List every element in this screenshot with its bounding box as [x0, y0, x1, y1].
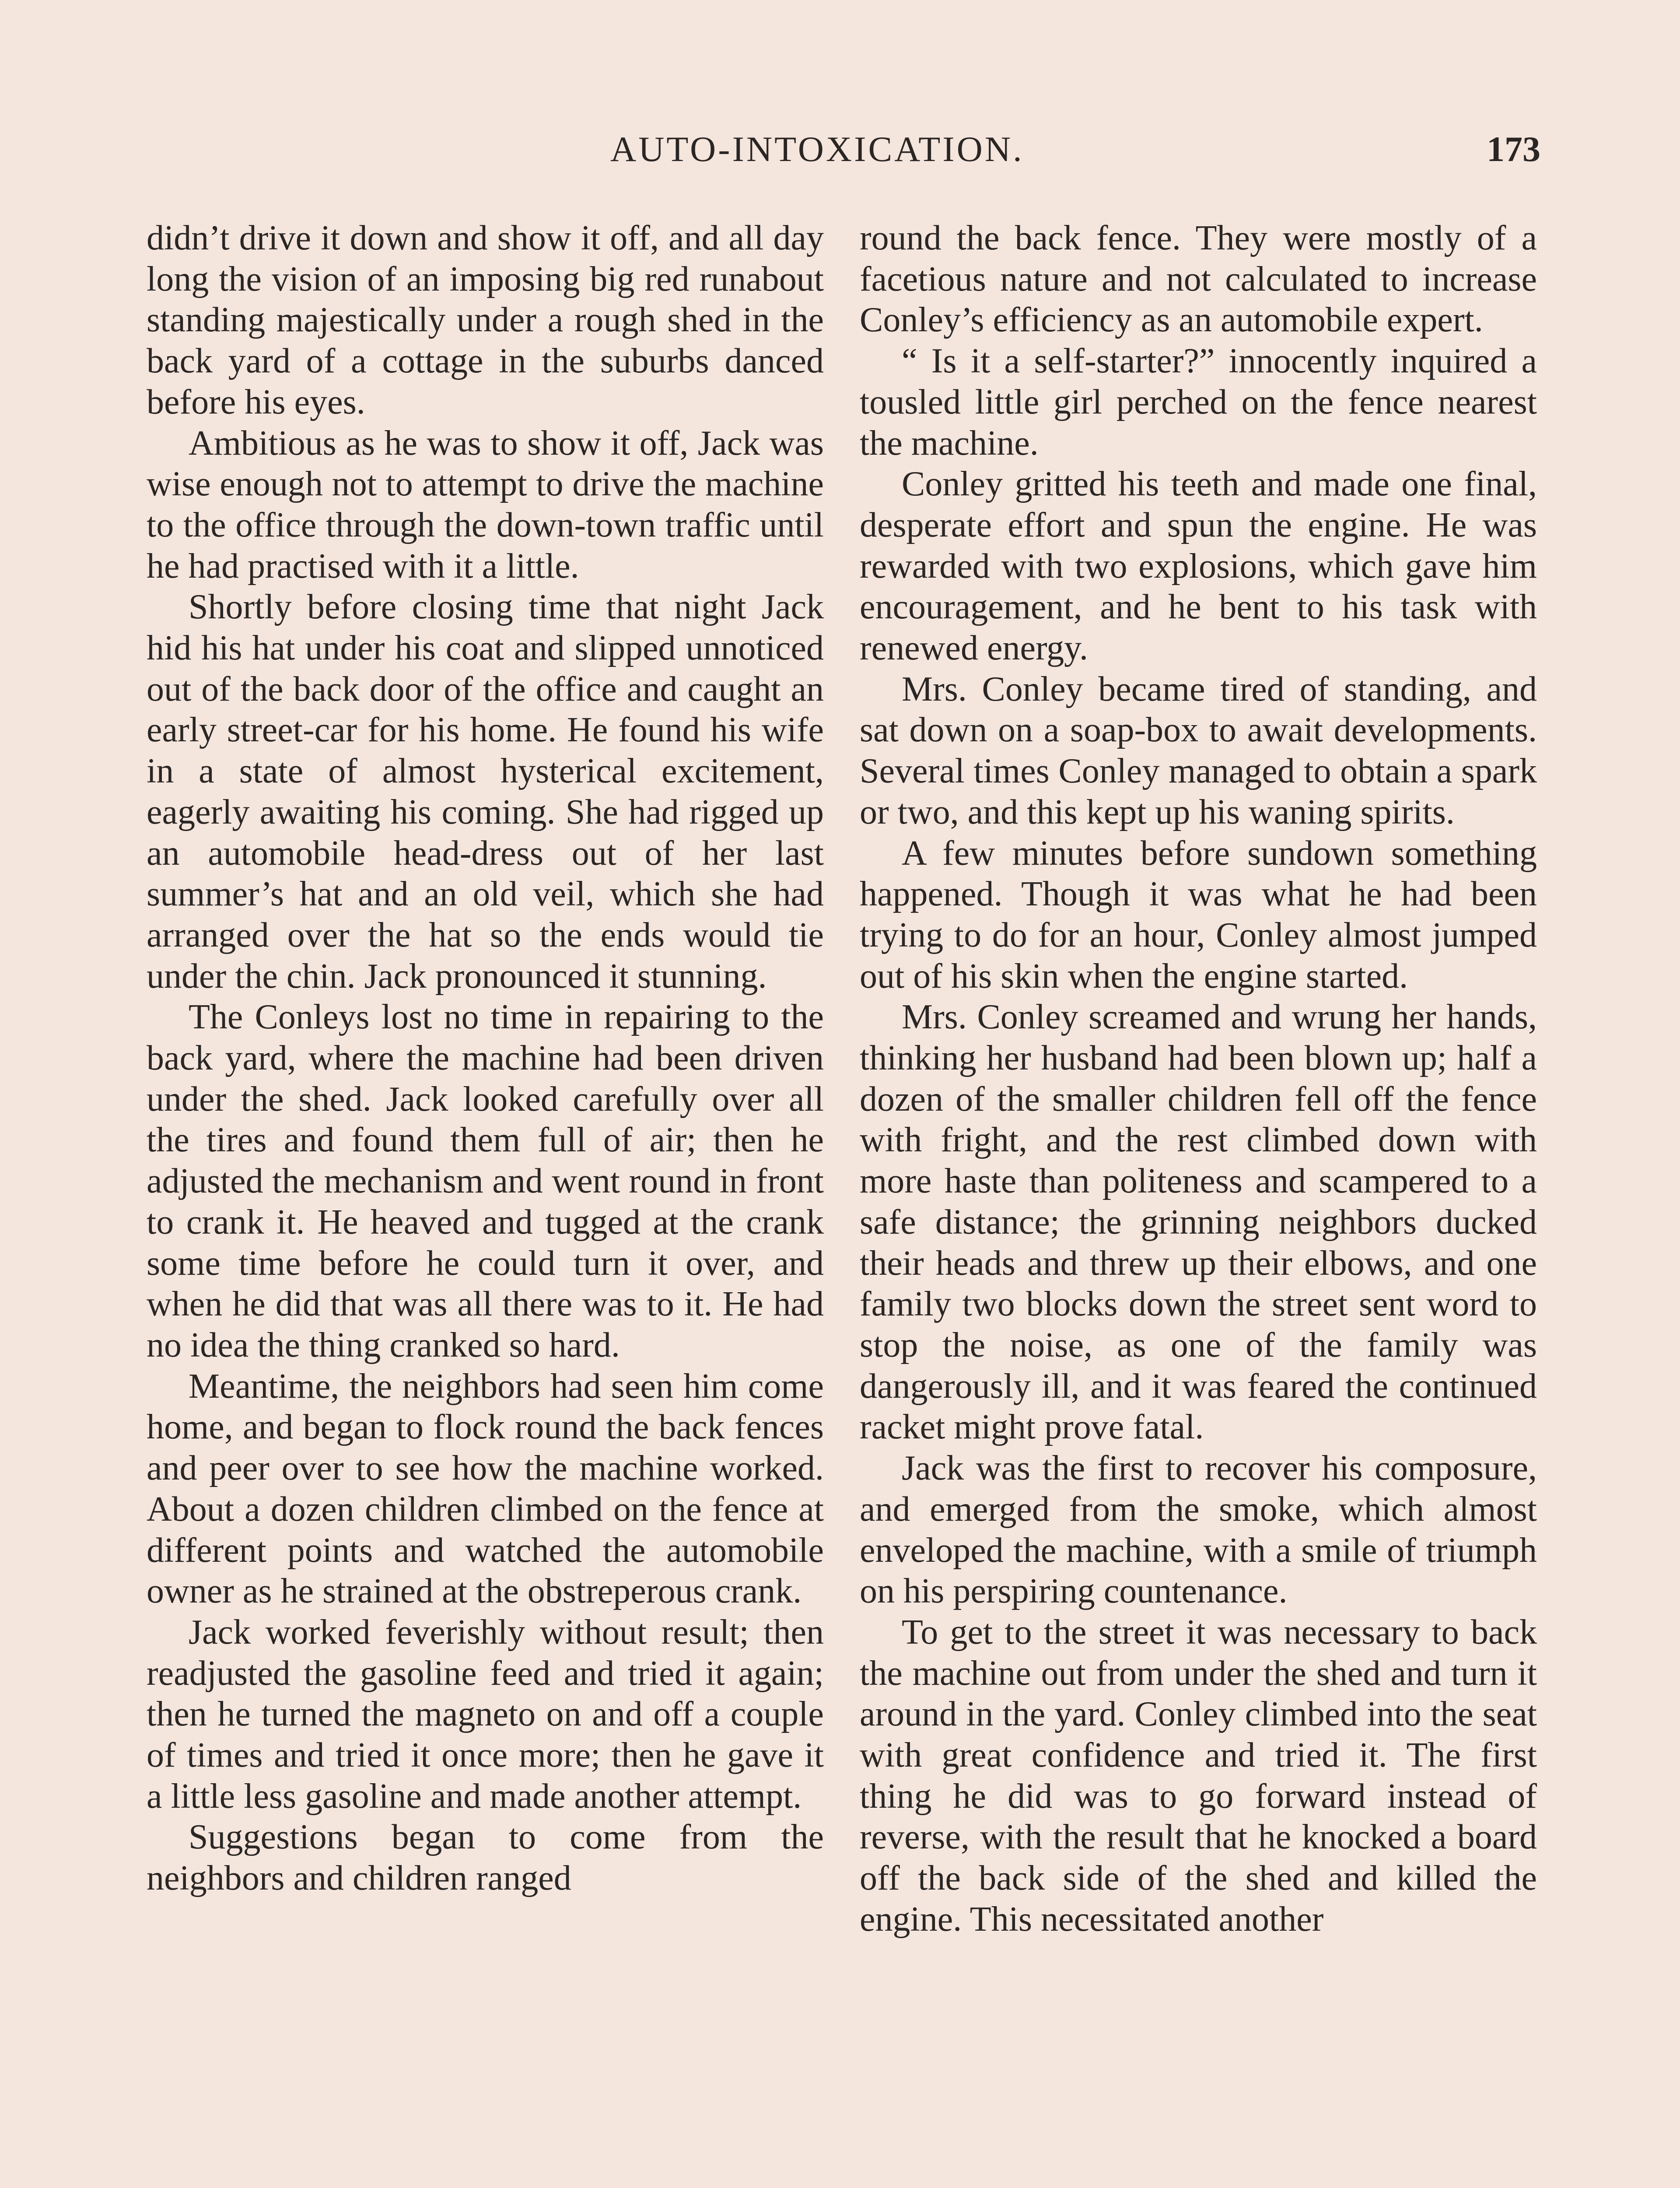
- paragraph: Suggestions began to come from the neighbors and children ranged: [147, 1818, 824, 1898]
- paragraph: Jack was the first to recover his composure, and emerged from the smoke, which almost enveloped the machine, with a smile of triumph on his perspiring countenance.: [860, 1449, 1537, 1611]
- paragraph: round the back fence. They were mostly of a facetious nature and not calculated to increase Conley’s efficiency as an automobile expert.: [860, 219, 1537, 340]
- paragraph: Shortly before closing time that night Jack hid his hat under his coat and slipped unnoticed out of the back door of the office and caught an early street-car for his home. He found his wife in a state of almost hysterical excitement, eagerly awaiting his coming. She had rigged up an automobile head-dress out of her last summer’s hat and an old veil, which she had arranged over the hat so the ends would tie under the chin. Jack pronounced it stunning.: [147, 588, 824, 996]
- page-number: 173: [1487, 129, 1540, 169]
- paragraph: Mrs. Conley became tired of standing, and sat down on a soap-box to await developments. Several times Conley managed to obtain a spark or two, and this kept up his waning spirits.: [860, 670, 1537, 831]
- paragraph: Mrs. Conley screamed and wrung her hands, thinking her husband had been blown up; half a dozen of the smaller children fell off the fence with fright, and the rest climbed down with more haste than politeness and scampered to a safe distance; the grinning neighbors ducked their heads and threw up their elbows, and one family two blocks down the street sent word to stop the noise, as one of the family was dangerously ill, and it was feared the continued racket might prove fatal.: [860, 998, 1537, 1447]
- right-column: [860, 218, 1537, 1940]
- running-head: AUTO-INTOXICATION.: [610, 129, 1024, 169]
- paragraph: Meantime, the neighbors had seen him come home, and began to flock round the back fences and peer over to see how the machine worked. About a dozen children climbed on the fence at different points and watched the automobile owner as he strained at the obstreperous crank.: [147, 1367, 824, 1611]
- paragraph: A few minutes before sundown something happened. Though it was what he had been trying to do for an hour, Conley almost jumped out of his skin when the engine started.: [860, 834, 1537, 996]
- paragraph: To get to the street it was necessary to back the machine out from under the shed and turn it around in the yard. Conley climbed into the seat with great confidence and tried it. The first thing he did was to go forward instead of reverse, with the result that he knocked a board off the back side of the shed and killed the engine. This necessitated another: [860, 1613, 1537, 1939]
- paragraph: Ambitious as he was to show it off, Jack was wise enough not to attempt to drive the machine to the office through the down-town traffic until he had practised with it a little.: [147, 424, 824, 586]
- paragraph: The Conleys lost no time in repairing to the back yard, where the machine had been driven under the shed. Jack looked carefully over all the tires and found them full of air; then he adjusted the mechanism and went round in front to crank it. He heaved and tugged at the crank some time before he could turn it over, and when he did that was all there was to it. He had no idea the thing cranked so hard.: [147, 998, 824, 1364]
- left-column: [147, 218, 824, 1899]
- paragraph: didn’t drive it down and show it off, and all day long the vision of an imposing big red runabout standing majestically under a rough shed in the back yard of a cottage in the suburbs danced before his eyes.: [147, 219, 824, 421]
- paragraph: Conley gritted his teeth and made one final, desperate effort and spun the engine. He was rewarded with two explosions, which gave him encouragement, and he bent to his task with renewed energy.: [860, 465, 1537, 668]
- paragraph: “ Is it a self-starter?” innocently inquired a tousled little girl perched on the fence nearest the machine.: [860, 342, 1537, 463]
- paragraph: Jack worked feverishly without result; then readjusted the gasoline feed and tried it again; then he turned the magneto on and off a couple of times and tried it once more; then he gave it a little less gasoline and made another attempt.: [147, 1613, 824, 1816]
